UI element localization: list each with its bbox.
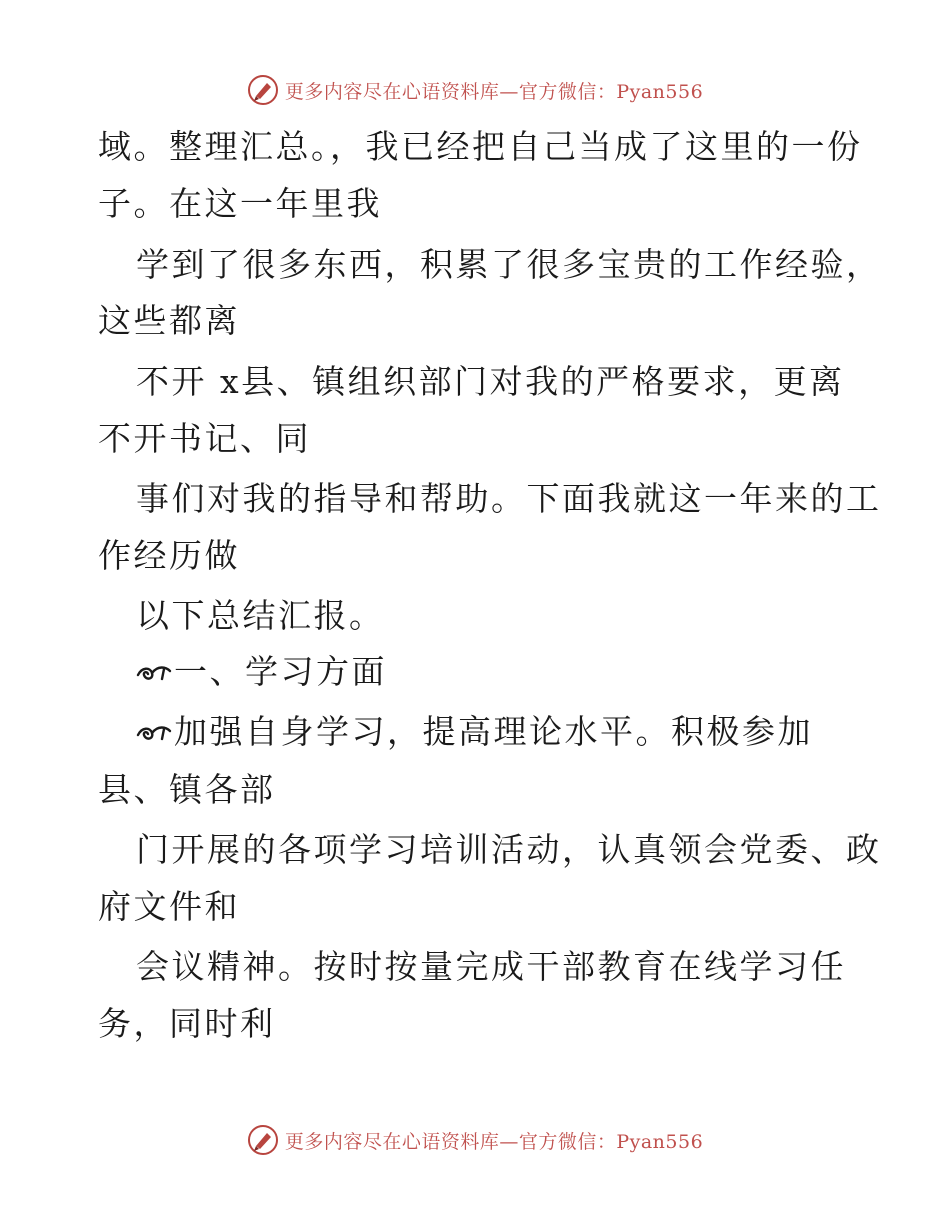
text-line: 事们对我的指导和帮助。下面我就这一年来的工: [136, 479, 882, 518]
text-line: 会议精神。按时按量完成干部教育在线学习任: [136, 947, 846, 986]
heading-text: 一、学习方面: [174, 652, 387, 691]
text-line: 作经历做: [98, 536, 240, 575]
text-line: 县、镇各部: [98, 770, 276, 809]
text-line: 以下总结汇报。: [136, 596, 385, 635]
text-line: 门开展的各项学习培训活动，认真领会党委、政: [136, 830, 882, 869]
page-header: [0, 68, 950, 112]
pen-nib-logo-icon: [247, 1124, 279, 1156]
text-line: 不开 x县、镇组织部门对我的严格要求，更离: [136, 362, 845, 401]
footer-text: 更多内容尽在心语资料库—官方微信：Pyan556: [284, 1130, 704, 1153]
text-line: 不开书记、同: [98, 419, 311, 458]
text-line: 子。在这一年里我: [98, 184, 382, 223]
pen-nib-logo-icon: [247, 74, 279, 106]
page-footer: [0, 1118, 950, 1162]
section-heading: [136, 652, 387, 692]
ornament-icon: [136, 661, 172, 685]
header-text: 更多内容尽在心语资料库—官方微信：Pyan556: [284, 80, 704, 103]
ornament-icon: [136, 721, 172, 745]
text-line: 府文件和: [98, 887, 240, 926]
line-text: 加强自身学习，提高理论水平。积极参加: [174, 712, 813, 751]
text-line: [136, 712, 813, 752]
text-line: 这些都离: [98, 301, 240, 340]
text-line: 学到了很多东西，积累了很多宝贵的工作经验，: [136, 245, 882, 284]
text-line: 务，同时利: [98, 1004, 276, 1043]
text-line: 域。整理汇总。，我已经把自己当成了这里的一份: [98, 127, 863, 166]
